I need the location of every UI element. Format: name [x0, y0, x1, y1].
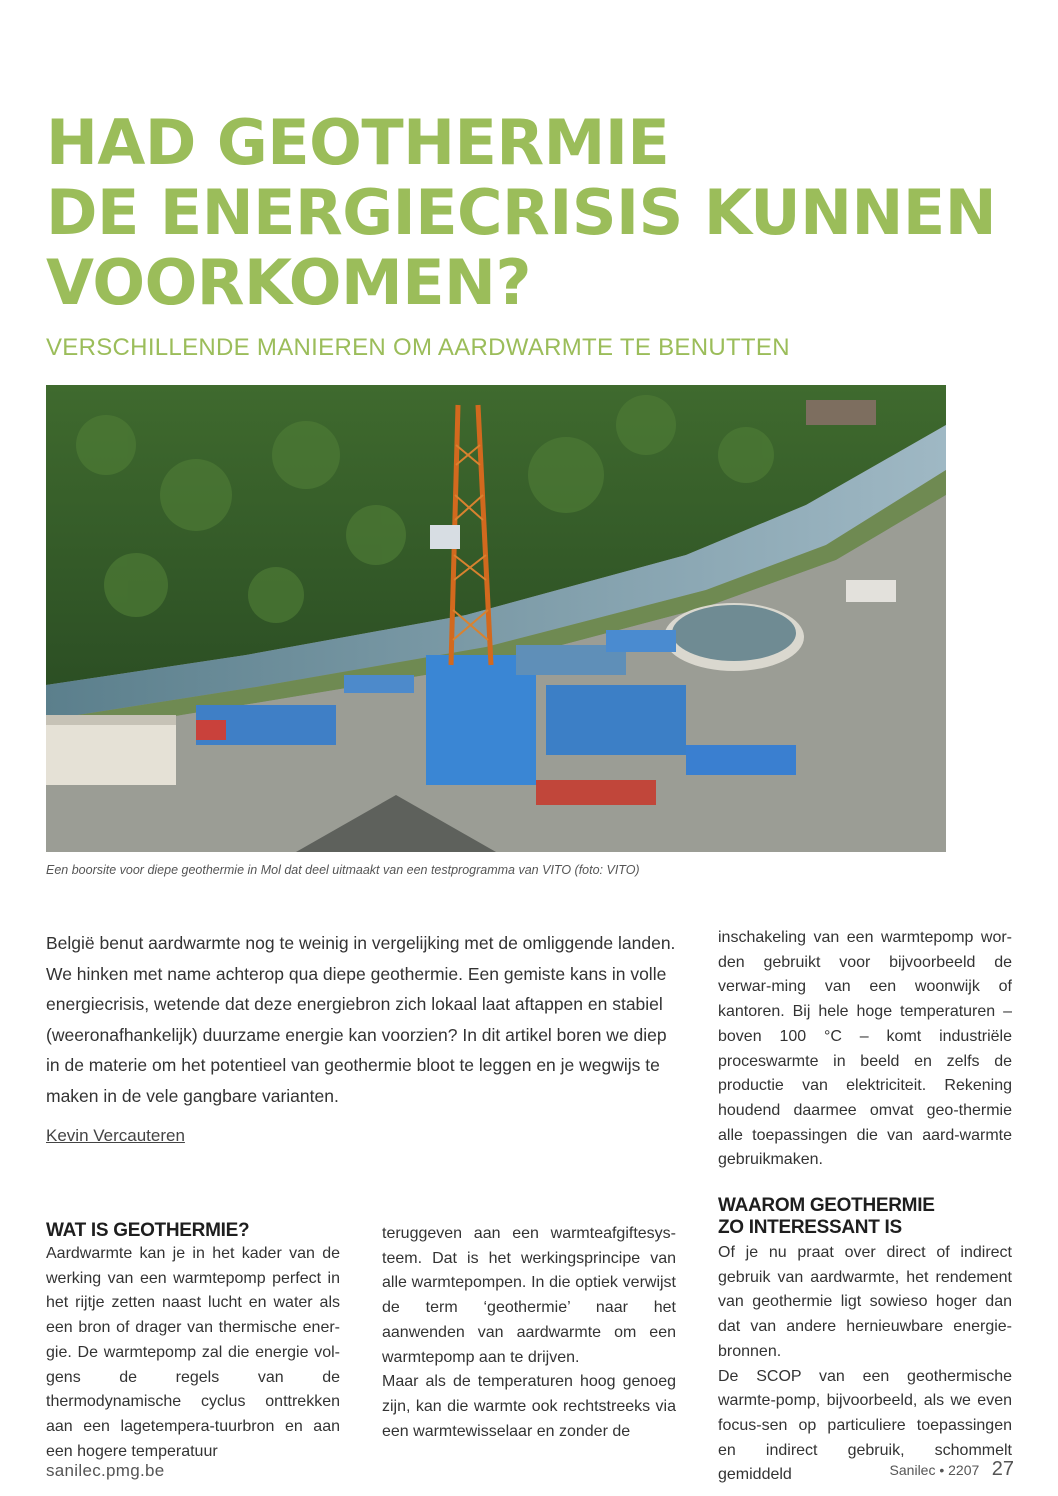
column-3-paragraph-3: De SCOP van een geothermische warmte-pomp, bijvoorbeeld, als we even focus-sen op particuliere toepassingen en indirect gebruik, schommelt gemiddeld: [718, 1367, 1012, 1484]
title-line-3: VOORKOMEN?: [46, 246, 531, 319]
section-heading-waarom-geothermie: [718, 1195, 1012, 1239]
article-title: [46, 106, 997, 319]
title-line-2: DE ENERGIECRISIS KUNNEN: [46, 176, 997, 249]
column-2-paragraph-1: teruggeven aan een warmteafgiftesys-teem. Dat is het werkingsprincipe van alle warmtepompen. In die optiek verwijst de term ‘geothermie’ naar het aanwenden van aardwarmte om een warmtepomp aan te drijven.: [382, 1225, 676, 1366]
page-number: 27: [991, 1458, 1014, 1480]
footer-magazine-issue: Sanilec • 2207: [889, 1462, 980, 1478]
column-3: [718, 926, 1012, 1488]
heading-line-1: WAAROM GEOTHERMIE: [718, 1195, 935, 1217]
column-1-text: Aardwarmte kan je in het kader van de werking van een warmtepomp perfect in het rijtje zetten naast lucht en water als een bron of drager van thermische ener-gie. De warmtepomp zal die energie vol-gens de regels van de thermodynamische cyclus onttrekken aan een lagetempera-tuurbron en aan een hogere temperatuur: [46, 1245, 340, 1460]
article-subtitle: VERSCHILLENDE MANIEREN OM AARDWARMTE TE BENUTTEN: [46, 334, 790, 361]
footer-page-info: [890, 1458, 1014, 1481]
lead-paragraph: België benut aardwarmte nog te weinig in vergelijking met de omliggende landen. We hinken met name achterop qua diepe geothermie. Een gemiste kans in volle energiecrisis, wetende dat deze energiebron zich lokaal laat aftappen en stabiel (weeronafhankelijk) duurzame energie kan voorzien? In dit artikel boren we diep in de materie om het potentieel van geothermie bloot te leggen en je wegwijs te maken in de vele gangbare varianten.: [46, 933, 676, 1106]
title-line-1: HAD GEOTHERMIE: [46, 106, 670, 179]
heading-line-2: ZO INTERESSANT IS: [718, 1217, 902, 1239]
photo-caption: Een boorsite voor diepe geothermie in Mol dat deel uitmaakt van een testprogramma van VITO (foto: VITO): [46, 863, 640, 877]
column-3-paragraph-2: Of je nu praat over direct of indirect gebruik van aardwarmte, het rendement van geothermie ligt sowieso hoger dan dat van andere hernieuwbare energie-bronnen.: [718, 1244, 1012, 1360]
column-2-paragraph-2: Maar als de temperaturen hoog genoeg zijn, kan die warmte ook rechtstreeks via een warmtewisselaar en zonder de: [382, 1373, 676, 1440]
drilling-site-photo: [46, 385, 946, 852]
section-heading-wat-is-geothermie: WAT IS GEOTHERMIE?: [46, 1220, 250, 1241]
column-3-paragraph-1: inschakeling van een warmtepomp wor-den gebruikt voor bijvoorbeeld de verwar-ming van een woonwijk of kantoren. Bij hele hoge temperaturen – boven 100 °C – komt industriële proceswarmte in beeld en zelfs de productie van elektriciteit. Rekening houdend daarmee omvat geo-thermie alle toepassingen die van aard-warmte gebruikmaken.: [718, 929, 1012, 1169]
author-byline: Kevin Vercauteren: [46, 1126, 185, 1145]
footer-website: sanilec.pmg.be: [46, 1461, 165, 1480]
column-1: [46, 1220, 340, 1464]
column-2: [382, 1222, 676, 1444]
